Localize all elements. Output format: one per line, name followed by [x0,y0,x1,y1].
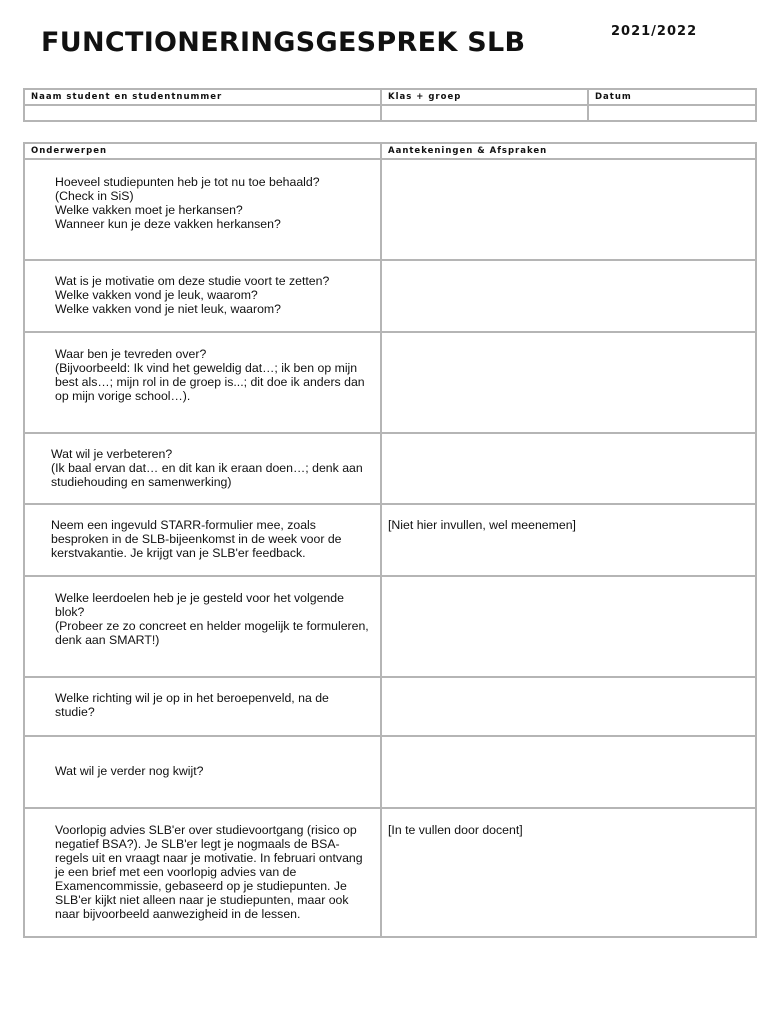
notes-cell[interactable] [381,677,756,736]
school-year: 2021/2022 [611,24,698,39]
topics-header: Onderwerpen [24,143,381,159]
form-title: FUNCTIONERINGSGESPREK SLB [41,27,526,58]
table-row [24,260,756,332]
topic-cell [24,332,381,433]
topic-text: Voorlopig advies SLB'er over studievoortgang (risico op negatief BSA?). Je SLB'er legt je nogmaals de BSA-regels uit en vraagt naar je motivatie. In februari ontvang je een brief met een voorlopig advies van de Examencommissie, gebaseerd op je studiepunten. Je SLB'er kijkt niet alleen naar je studiepunten, maar ook naar bijvoorbeeld aanwezigheid in de lessen. [55,823,363,921]
date-field[interactable] [588,105,756,121]
table-row [24,504,756,576]
topic-cell [24,159,381,260]
topics-header-row [24,143,756,159]
topic-text: Wat is je motivatie om deze studie voort te zetten? Welke vakken vond je leuk, waarom? Welke vakken vond je niet leuk, waarom? [55,274,330,316]
table-row [24,576,756,677]
table-row [24,736,756,808]
student-name-number-field[interactable] [24,105,381,121]
class-group-field[interactable] [381,105,588,121]
topic-cell [24,576,381,677]
notes-cell[interactable]: [Niet hier invullen, wel meenemen] [381,504,756,576]
topic-text: Hoeveel studiepunten heb je tot nu toe behaald? (Check in SiS) Welke vakken moet je herkansen? Wanneer kun je deze vakken herkansen? [55,175,320,231]
topic-cell [24,808,381,937]
table-row [24,159,756,260]
table-row [24,677,756,736]
topic-cell [24,677,381,736]
topic-text: Wat wil je verder nog kwijt? [55,764,204,778]
table-row [24,332,756,433]
student-info-header-row [24,89,756,105]
student-info-table [23,88,757,122]
notes-cell[interactable] [381,260,756,332]
topics-table [23,142,757,938]
notes-cell[interactable] [381,736,756,808]
notes-cell[interactable] [381,332,756,433]
class-group-header: Klas + groep [381,89,588,105]
table-row [24,433,756,504]
notes-cell[interactable]: [In te vullen door docent] [381,808,756,937]
topic-cell [24,504,381,576]
topic-cell [24,433,381,504]
topic-cell [24,736,381,808]
student-info-value-row [24,105,756,121]
topic-text: Welke leerdoelen heb je je gesteld voor het volgende blok? (Probeer ze zo concreet en helder mogelijk te formuleren, denk aan SMART!) [55,591,369,647]
topic-cell [24,260,381,332]
date-header: Datum [588,89,756,105]
notes-cell[interactable] [381,433,756,504]
topic-text: Neem een ingevuld STARR-formulier mee, zoals besproken in de SLB-bijeenkomst in de week voor de kerstvakantie. Je krijgt van je SLB'er feedback. [51,518,342,560]
student-name-number-header: Naam student en studentnummer [24,89,381,105]
topic-text: Welke richting wil je op in het beroepenveld, na de studie? [55,691,329,719]
topic-text: Waar ben je tevreden over? (Bijvoorbeeld: Ik vind het geweldig dat…; ik ben op mijn best als…; mijn rol in de groep is...; dit doe ik anders dan op mijn vorige school…). [55,347,365,403]
notes-cell[interactable] [381,576,756,677]
topic-text: Wat wil je verbeteren? (Ik baal ervan dat… en dit kan ik eraan doen…; denk aan studiehouding en samenwerking) [51,447,363,489]
notes-cell[interactable] [381,159,756,260]
notes-header: Aantekeningen & Afspraken [381,143,756,159]
table-row [24,808,756,937]
